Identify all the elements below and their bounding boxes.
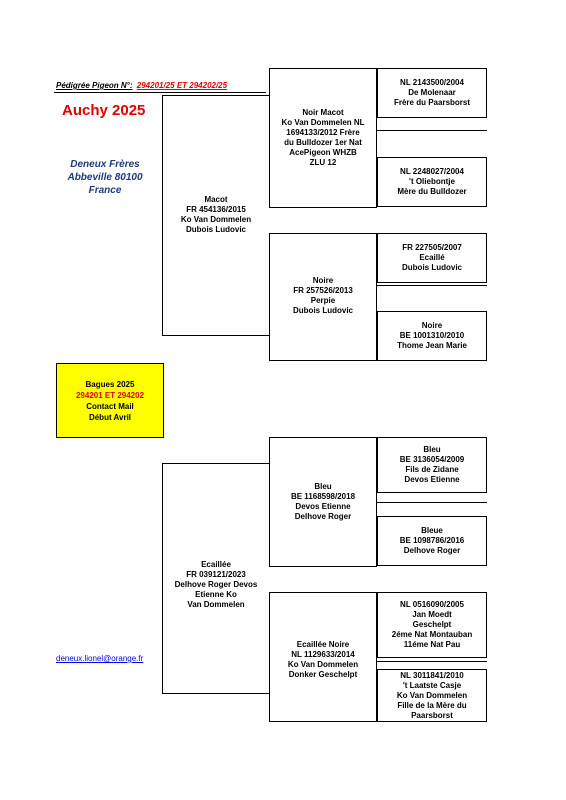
rings-date: Début Avril: [88, 412, 132, 422]
sire-father-line4: AcePigeon WHZB: [289, 148, 357, 157]
dfm-ring: BE 1098786/2016: [399, 536, 465, 545]
rings-title: Bagues 2025: [85, 379, 135, 389]
dam-bracket-bottom: [162, 693, 269, 694]
sire-name: Macot: [204, 195, 228, 204]
sff-name: De Molenaar: [408, 88, 456, 97]
pedigree-header: [56, 81, 227, 90]
df-name: Bleu: [314, 482, 332, 491]
sire-father-father-cell: [378, 69, 486, 117]
dam-father-cell: [270, 472, 376, 532]
sire-mother-connector: [377, 285, 487, 286]
dam-mother-cell: [270, 630, 376, 690]
dam-father-father-cell: [378, 438, 486, 492]
dam-line2: Etienne Ko: [195, 590, 237, 599]
dm-line: Ko Van Dommelen: [287, 660, 359, 669]
sire-father-mother-cell: [378, 158, 486, 206]
dam-bracket-left: [162, 463, 163, 694]
dff-name: Bleu: [423, 445, 441, 454]
dam-mother-father-cell: [378, 593, 486, 657]
dam-line3: Van Dommelen: [187, 600, 245, 609]
rings-numbers: 294201 ET 294202: [75, 390, 145, 400]
page-title: Auchy 2025: [62, 102, 146, 119]
header-label: Pédigrée Pigeon N°:: [56, 81, 133, 90]
header-ring-numbers: 294201/25 ET 294202/25: [136, 81, 228, 90]
breeder-city: Abbeville 80100: [67, 172, 143, 183]
dfm-owner: Delhove Roger: [403, 546, 461, 555]
dam-mother-mother-cell: [378, 670, 486, 721]
dmf-result2: 11éme Nat Pau: [403, 640, 461, 649]
sire-bracket-left: [162, 95, 163, 336]
dmm-ring: NL 3011841/2010: [400, 670, 464, 680]
dmm-note2: Paarsborst: [411, 710, 453, 720]
header-rule: [54, 92, 266, 93]
smf-owner: Dubois Ludovic: [402, 263, 462, 272]
sire-father-connector: [377, 130, 487, 131]
breeder-info: [50, 158, 160, 197]
dmm-line: Ko Van Dommelen: [396, 690, 468, 700]
breeder-country: France: [88, 185, 122, 196]
sff-note: Frère du Paarsborst: [393, 98, 471, 107]
rings-info-box: [56, 363, 164, 438]
sire-mother-mother-cell: [378, 312, 486, 360]
smf-ring: FR 227505/2007: [402, 243, 462, 252]
sire-bracket-bottom: [162, 335, 269, 336]
dmf-color: Geschelpt: [412, 620, 452, 629]
df-owner1: Devos Etienne: [295, 502, 351, 511]
df-owner2: Delhove Roger: [294, 512, 352, 521]
rings-contact: Contact Mail: [86, 401, 134, 411]
dmf-ring: NL 0516090/2005: [400, 600, 464, 609]
dff-owner: Devos Etienne: [404, 475, 460, 484]
email-link[interactable]: deneux.lionel@orange.fr: [56, 654, 144, 663]
dm-name: Ecaillée Noire: [296, 640, 350, 649]
smm-owner: Thome Jean Marie: [397, 341, 467, 350]
sfm-ring: NL 2248027/2004: [400, 167, 464, 176]
dam-ring: FR 039121/2023: [186, 570, 246, 579]
sff-ring: NL 2143500/2004: [400, 78, 464, 87]
sire-bracket-top: [162, 95, 269, 96]
dfm-name: Bleue: [421, 526, 443, 535]
dmm-note1: Fille de la Mère du: [397, 700, 467, 710]
dff-ring: BE 3136054/2009: [399, 455, 465, 464]
dam-cell: [164, 545, 268, 625]
sire-mother-father-cell: [378, 234, 486, 282]
sm-name: Noire: [312, 276, 334, 285]
sire-father-line2: 1694133/2012 Frère: [286, 128, 360, 137]
smm-ring: BE 1001310/2010: [399, 331, 465, 340]
df-ring: BE 1168598/2018: [290, 492, 356, 501]
dam-father-mother-cell: [378, 517, 486, 565]
dam-name: Ecaillée: [201, 560, 231, 569]
sire-owner: Dubois Ludovic: [186, 225, 246, 234]
breeder-name: Deneux Frères: [70, 159, 140, 170]
dff-note: Fils de Zidane: [405, 465, 459, 474]
sfm-note: Mère du Bulldozer: [397, 187, 467, 196]
sire-father-cell: [270, 95, 376, 181]
sm-ring: FR 257526/2013: [293, 286, 353, 295]
dam-mother-connector: [377, 661, 487, 662]
sire-father-line5: ZLU 12: [309, 158, 337, 167]
sire-father-name: Noir Macot: [302, 108, 344, 117]
sire-father-line3: du Bulldozer 1er Nat: [284, 138, 362, 147]
sire-cell: [164, 175, 268, 255]
sire-line: Ko Van Dommelen: [180, 215, 252, 224]
dam-line1: Delhove Roger Devos: [174, 580, 258, 589]
sire-ring: FR 454136/2015: [186, 205, 246, 214]
smf-name: Ecaillé: [419, 253, 445, 262]
sfm-name: 't Oliebontje: [409, 177, 455, 186]
dmf-name: Jan Moedt: [412, 610, 452, 619]
dmm-name: 't Laatste Casje: [402, 680, 462, 690]
dam-father-connector: [377, 502, 487, 503]
smm-name: Noire: [421, 321, 443, 330]
sire-mother-cell: [270, 266, 376, 326]
sire-father-line1: Ko Van Dommelen NL: [281, 118, 365, 127]
dam-bracket-top: [162, 463, 269, 464]
sm-line: Perpie: [310, 296, 336, 305]
dm-color: Donker Geschelpt: [288, 670, 358, 679]
sm-owner: Dubois Ludovic: [293, 306, 353, 315]
dmf-result1: 2éme Nat Montauban: [391, 630, 473, 639]
dm-ring: NL 1129633/2014: [291, 650, 355, 659]
